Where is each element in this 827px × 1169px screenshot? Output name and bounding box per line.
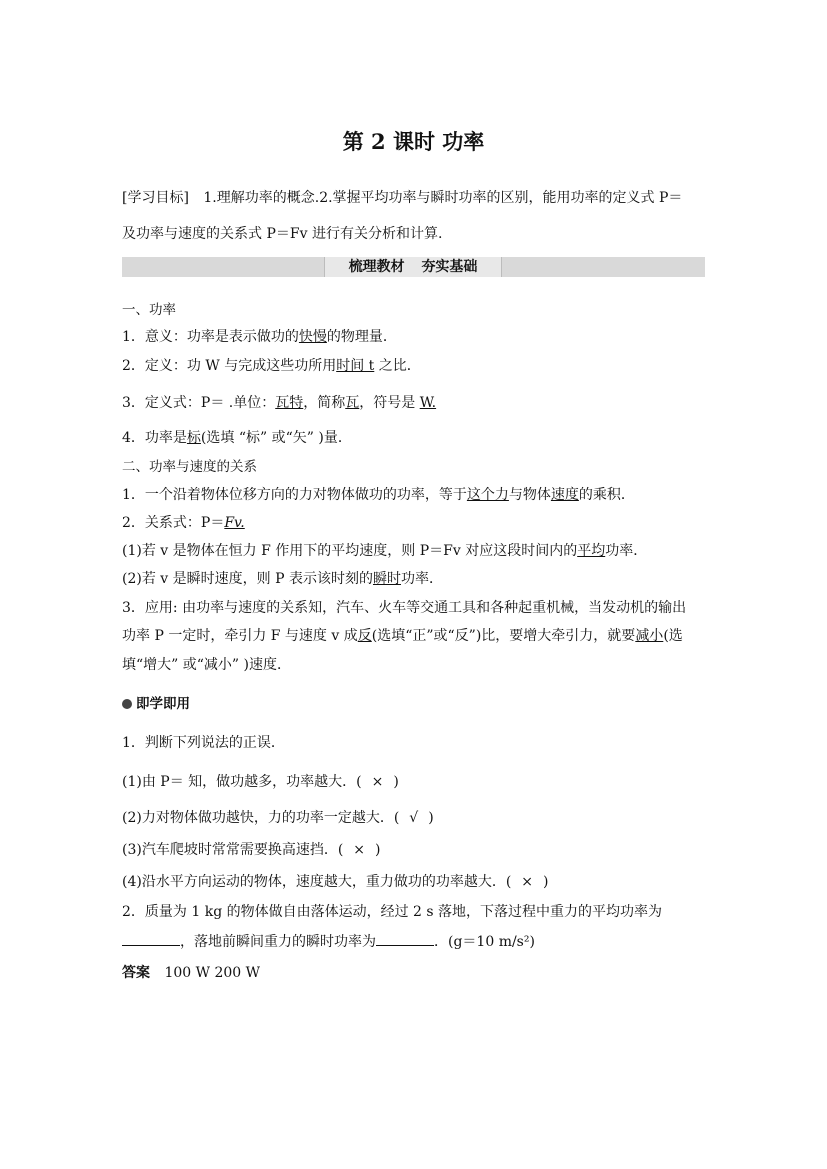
section1-item1	[122, 327, 397, 347]
section1-item2	[122, 356, 421, 376]
text: )	[543, 874, 549, 890]
text: )	[428, 810, 434, 826]
answer-underlined: W.	[419, 395, 437, 411]
text: 4．功率是	[122, 430, 187, 446]
banner-right-text: 夯实基础	[421, 259, 478, 275]
answer-underlined: 平均	[577, 543, 606, 559]
section1-item3	[122, 393, 436, 413]
answer-underlined: Fv.	[224, 515, 245, 531]
answer-underlined: 时间 t	[336, 358, 375, 374]
practice-heading	[122, 694, 190, 714]
text: (选填“正”或“反”)比，要增大牵引力，就要	[371, 628, 636, 644]
question2-line2	[122, 931, 535, 952]
text: ，落地前瞬间重力的瞬时功率为	[180, 934, 376, 950]
text: 1．意义：功率是表示做功的	[122, 329, 299, 345]
text: (1)若 v 是物体在恒力 F 作用下的平均速度，则 P＝Fv 对应这段时间内的	[122, 543, 578, 559]
learning-goal-text-1: 1.理解功率的概念.2.掌握平均功率与瞬时功率的区别，能用功率的定义式 P＝	[203, 190, 683, 206]
practice-heading-text: 即学即用	[136, 696, 190, 712]
section-banner	[122, 257, 705, 277]
section2-heading: 二、功率与速度的关系	[122, 459, 257, 475]
section2-sub1	[122, 541, 647, 561]
wrong-mark-icon: ×	[521, 874, 534, 890]
learning-goal-line-1	[122, 188, 682, 208]
banner-label-box	[324, 257, 502, 277]
text: (选填 “标” 或“矢” )量．	[200, 430, 352, 446]
text: 功率．	[605, 543, 648, 559]
text: 之比．	[374, 358, 421, 374]
answer-underlined: 减小	[635, 628, 664, 644]
text: 与物体	[508, 487, 551, 503]
answer-label: 答案	[122, 965, 150, 981]
statement-3	[122, 840, 381, 860]
text: (3)汽车爬坡时常常需要换高速挡．(	[122, 842, 344, 858]
banner-left-text: 梳理教材	[348, 259, 405, 275]
text: )	[393, 774, 399, 790]
answer-underlined: 瓦	[345, 395, 360, 411]
answer-line	[122, 963, 260, 983]
text: (2)若 v 是瞬时速度，则 P 表示该时刻的	[122, 571, 373, 587]
text: 的乘积．	[578, 487, 635, 503]
statement-2	[122, 808, 434, 828]
statement-4	[122, 872, 549, 892]
text: (2)力对物体做功越快，力的功率一定越大．(	[122, 810, 400, 826]
text: ．(g＝10 m/s²)	[434, 934, 535, 950]
section1-heading: 一、功率	[122, 302, 176, 318]
wrong-mark-icon: ×	[371, 774, 384, 790]
bullet-icon	[122, 699, 132, 709]
answer-blank	[122, 931, 180, 946]
answer-value: 100 W 200 W	[164, 965, 261, 981]
answer-underlined: 反	[357, 628, 372, 644]
text: ，简称	[303, 395, 346, 411]
answer-blank	[376, 931, 434, 946]
text: 3．定义式：P＝ .单位：	[122, 395, 276, 411]
section2-item3-line3: 填“增大” 或“减小” )速度．	[122, 657, 291, 673]
text: )	[375, 842, 381, 858]
question2-line1: 2．质量为 1 kg 的物体做自由落体运动，经过 2 s 落地，下落过程中重力的平均功率为	[122, 904, 663, 920]
learning-goal-label: [学习目标]	[122, 190, 189, 206]
section1-item4	[122, 428, 352, 448]
question1: 1．判断下列说法的正误．	[122, 735, 285, 751]
answer-underlined: 标	[186, 430, 201, 446]
section2-item2	[122, 513, 245, 533]
text: 1．一个沿着物体位移方向的力对物体做功的功率，等于	[122, 487, 467, 503]
section2-item3-line1: 3．应用: 由功率与速度的关系知，汽车、火车等交通工具和各种起重机械，当发动机的输出	[122, 600, 687, 616]
answer-underlined: 瞬时	[372, 571, 401, 587]
text: (1)由 P＝ 知，做功越多，功率越大．(	[122, 774, 362, 790]
text: 的物理量．	[326, 329, 397, 345]
text: 2．关系式：P＝	[122, 515, 225, 531]
section2-item1	[122, 485, 635, 505]
statement-1	[122, 772, 399, 792]
answer-underlined: 这个力	[466, 487, 509, 503]
wrong-mark-icon: ×	[353, 842, 366, 858]
answer-underlined: 瓦特	[275, 395, 304, 411]
section2-item3-line2	[122, 626, 683, 646]
section2-sub2	[122, 569, 443, 589]
check-mark-icon: √	[409, 810, 419, 826]
text: ，符号是	[359, 395, 420, 411]
text: (4)沿水平方向运动的物体，速度越大，重力做功的功率越大．(	[122, 874, 512, 890]
learning-goal-line-2: 及功率与速度的关系式 P＝Fv 进行有关分析和计算.	[122, 226, 443, 242]
text: 2．定义：功 W 与完成这些功所用	[122, 358, 337, 374]
text: 功率．	[400, 571, 443, 587]
text: (选	[663, 628, 683, 644]
answer-underlined: 快慢	[298, 329, 327, 345]
answer-underlined: 速度	[550, 487, 579, 503]
page-title: 第 2 课时 功率	[342, 129, 485, 154]
text: 功率 P 一定时，牵引力 F 与速度 v 成	[122, 628, 358, 644]
